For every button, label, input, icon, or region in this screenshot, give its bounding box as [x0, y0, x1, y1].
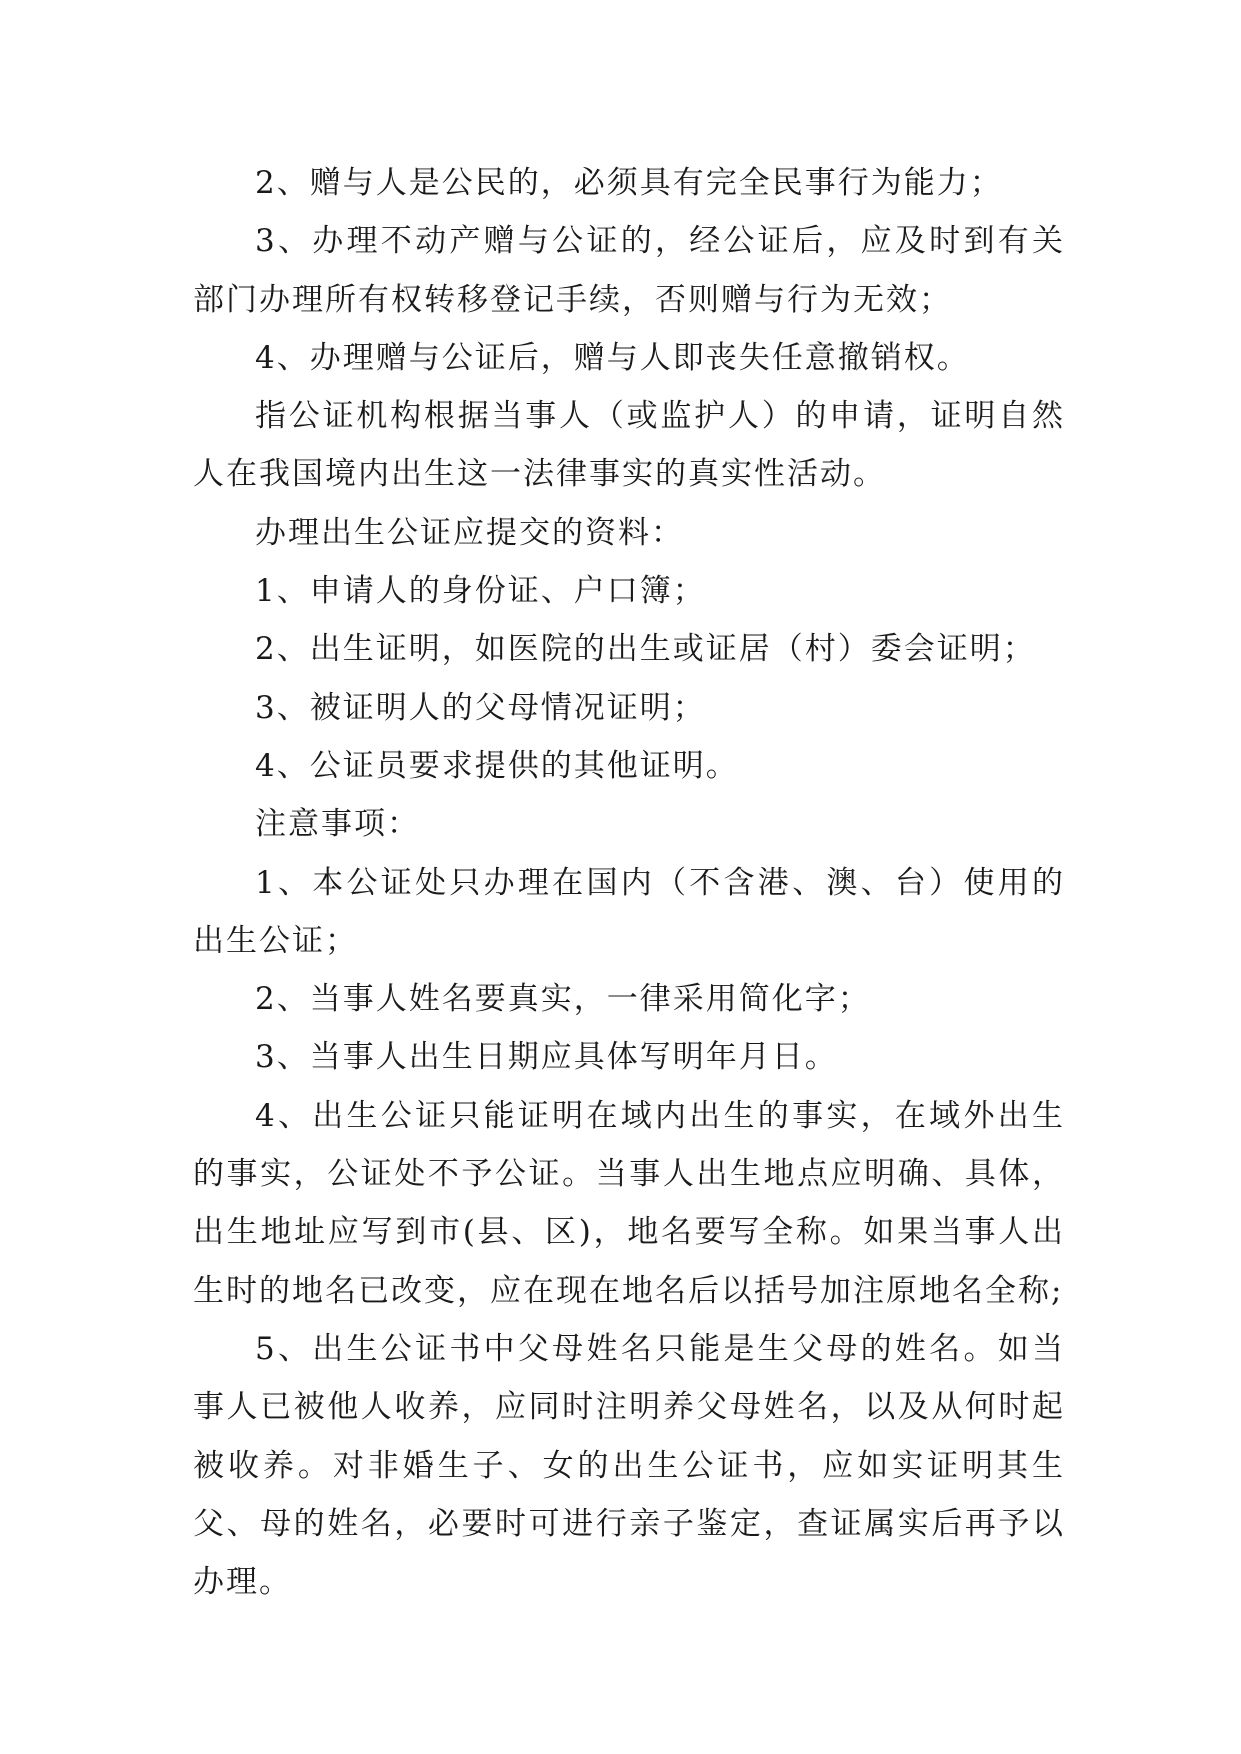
- paragraph-gift-real-estate: 3、办理不动产赠与公证的，经公证后，应及时到有关部门办理所有权转移登记手续，否则赠与行为无效；: [193, 223, 1065, 318]
- paragraph-note-place: 4、出生公证只能证明在域内出生的事实，在域外出生的事实，公证处不予公证。当事人出生地点应明确、具体，出生地址应写到市(县、区)，地名要写全称。如果当事人出生时的地名已改变，应在现在地名后以括号加注原地名全称;: [193, 1097, 1065, 1309]
- paragraph-note-date: 3、当事人出生日期应具体写明年月日。: [255, 1039, 838, 1076]
- paragraph-material-other: 4、公证员要求提供的其他证明。: [255, 747, 739, 784]
- paragraph-material-parents: 3、被证明人的父母情况证明；: [255, 689, 706, 726]
- paragraph-note-name: 2、当事人姓名要真实，一律采用简化字；: [255, 981, 871, 1018]
- paragraph-gift-revocation: 4、办理赠与公证后，赠与人即丧失任意撤销权。: [255, 339, 970, 376]
- paragraph-note-domestic: 1、本公证处只办理在国内（不含港、澳、台）使用的出生公证；: [193, 864, 1065, 959]
- document-body: [193, 154, 1065, 1611]
- paragraph-material-id: 1、申请人的身份证、户口簿；: [255, 573, 706, 610]
- paragraph-notes-heading: 注意事项：: [255, 806, 420, 843]
- paragraph-note-parents: 5、出生公证书中父母姓名只能是生父母的姓名。如当事人已被他人收养，应同时注明养父母姓名，以及从何时起被收养。对非婚生子、女的出生公证书，应如实证明其生父、母的姓名，必要时可进行亲子鉴定，查证属实后再予以办理。: [193, 1330, 1065, 1601]
- paragraph-materials-heading: 办理出生公证应提交的资料：: [255, 514, 684, 551]
- paragraph-material-birth-proof: 2、出生证明，如医院的出生或证居（村）委会证明；: [255, 631, 1036, 668]
- paragraph-gift-capacity: 2、赠与人是公民的，必须具有完全民事行为能力；: [255, 165, 1003, 201]
- paragraph-birth-definition: 指公证机构根据当事人（或监护人）的申请，证明自然人在我国境内出生这一法律事实的真实性活动。: [193, 398, 1065, 493]
